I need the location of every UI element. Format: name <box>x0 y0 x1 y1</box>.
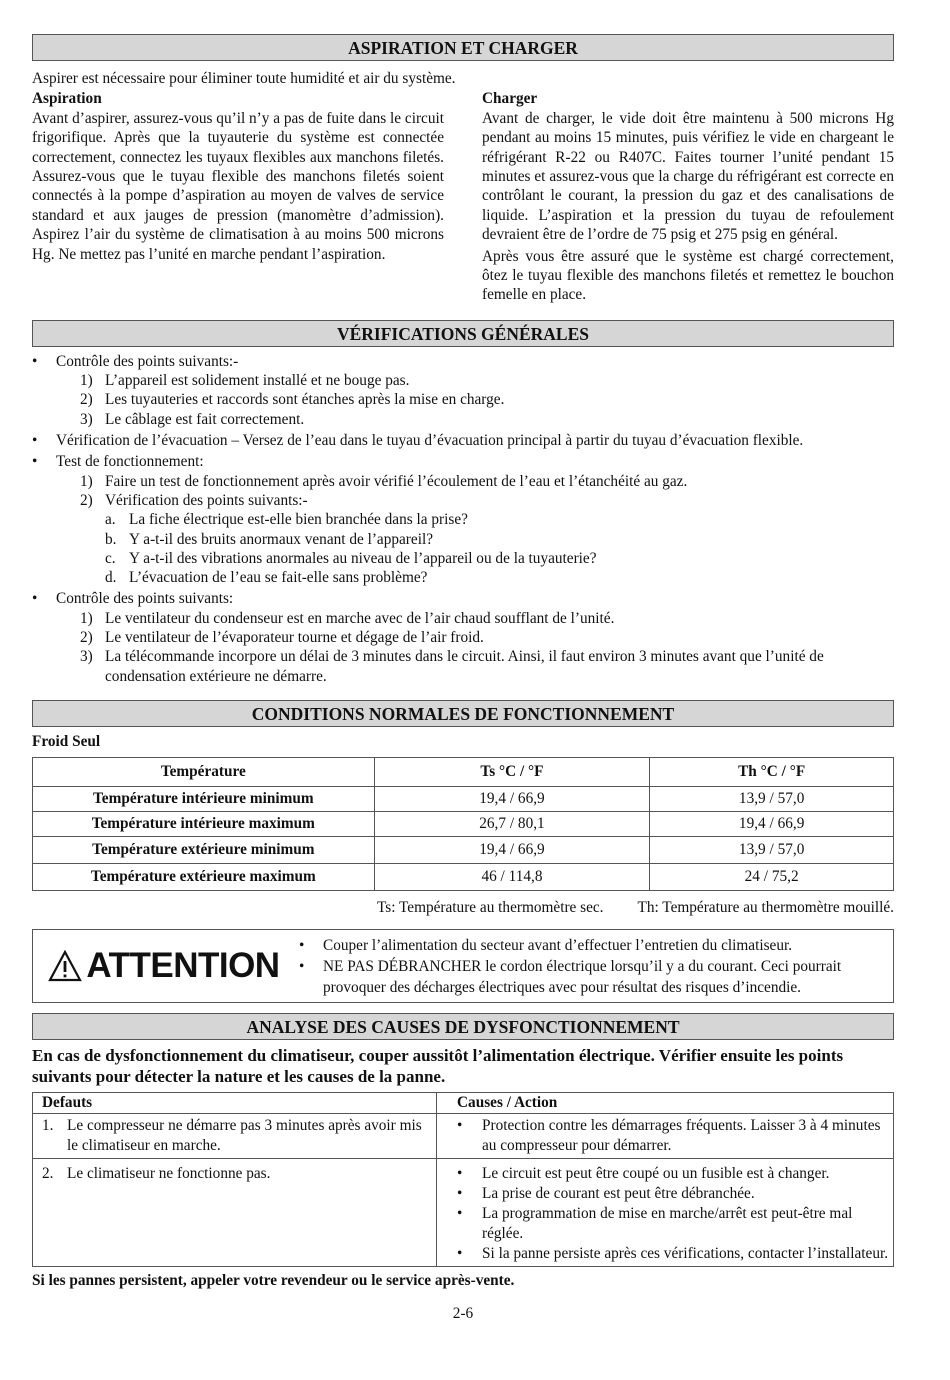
table-cell: 13,9 / 57,0 <box>650 837 894 864</box>
subitem-text: Y a-t-il des bruits anormaux venant de l’appareil? <box>129 530 433 548</box>
item-text: Vérification des points suivants:- <box>105 491 308 509</box>
table-row <box>33 812 894 837</box>
table-cell: 19,4 / 66,9 <box>650 812 894 837</box>
item-number: 2) <box>80 629 93 647</box>
table-header: Température <box>33 758 375 787</box>
check-item <box>56 472 894 491</box>
conditions-table <box>32 757 894 891</box>
check-item <box>56 491 894 510</box>
table-header: Ts °C / °F <box>374 758 650 787</box>
table-header: Th °C / °F <box>650 758 894 787</box>
aspiration-intro: Aspirer est nécessaire pour éliminer toute humidité et air du système. <box>32 70 456 87</box>
fault-item <box>33 1159 436 1184</box>
section-title-troubleshooting: ANALYSE DES CAUSES DE DYSFONCTIONNEMENT <box>32 1013 894 1040</box>
check-bullet <box>32 589 894 685</box>
item-text: Le ventilateur du condenseur est en marche avec de l’air chaud soufflant de l’unité. <box>105 609 615 627</box>
cause-cell <box>437 1114 894 1159</box>
attention-list <box>295 935 885 998</box>
item-number: 2) <box>80 491 93 509</box>
attention-item: • NE PAS DÉBRANCHER le cordon électrique lorsqu’il y a du courant. Ceci pourrait provoquer des décharges électriques avec pour résultat des risques d’incendie. <box>295 956 885 998</box>
aspiration-columns <box>32 89 894 304</box>
temperature-legend <box>32 899 894 917</box>
cause-cell <box>437 1159 894 1267</box>
check-item <box>56 647 894 686</box>
attention-box <box>32 929 894 1003</box>
warning-triangle-icon <box>48 950 82 982</box>
aspiration-text: Avant d’aspirer, assurez-vous qu’il n’y a pas de fuite dans le circuit frigorifique. Après que la tuyauterie du système est connectée correctement, connectez les tuyaux flexibles aux manchons filetés. Assurez-vous que le tuyau flexible des manchons filetés soient connectés à la pompe d’aspiration au moyen de valves de service standard et aux jauges de pression (manomètre d’admission). Aspirez l’air du système de climatisation à au moins 500 microns Hg. Ne mettez pas l’unité en marche pendant l’aspiration. <box>32 109 444 263</box>
charger-text-2: Après vous être assuré que le système est chargé correctement, ôtez le tuyau flexible des manchons filetés et remettez le bouchon femelle en place. <box>482 247 894 304</box>
table-cell: 46 / 114,8 <box>374 864 650 891</box>
subitem-letter: b. <box>105 530 117 548</box>
check-bullet <box>32 452 894 587</box>
table-cell: Température extérieure minimum <box>33 837 375 864</box>
faults-table <box>32 1092 894 1267</box>
check-bullet-text: Contrôle des points suivants: <box>56 590 234 608</box>
fault-number: 2. <box>42 1165 54 1183</box>
item-number: 1) <box>80 372 93 390</box>
section-title-conditions: CONDITIONS NORMALES DE FONCTIONNEMENT <box>32 700 894 727</box>
item-number: 1) <box>80 472 93 490</box>
table-cell: Température intérieure minimum <box>33 787 375 812</box>
table-cell: Température intérieure maximum <box>33 812 375 837</box>
item-text: Les tuyauteries et raccords sont étanches après la mise en charge. <box>105 391 505 409</box>
table-cell: 19,4 / 66,9 <box>374 787 650 812</box>
fault-text: Le compresseur ne démarre pas 3 minutes après avoir mis le climatiseur en marche. <box>67 1117 422 1155</box>
attention-word: ATTENTION <box>86 946 280 986</box>
fault-text: Le climatiseur ne fonctionne pas. <box>67 1165 271 1183</box>
check-item <box>56 609 894 628</box>
check-subitem <box>56 549 894 568</box>
table-row <box>33 787 894 812</box>
check-bullet-text: Test de fonctionnement: <box>56 453 204 471</box>
aspiration-heading: Aspiration <box>32 90 102 108</box>
fault-item <box>33 1114 436 1156</box>
check-subitem <box>56 568 894 587</box>
item-text: La télécommande incorpore un délai de 3 minutes dans le circuit. Ainsi, il faut environ 3 minutes avant que l’unité de condensation extérieure ne démarre. <box>105 648 824 685</box>
check-subitem <box>56 510 894 529</box>
section-title-checks: VÉRIFICATIONS GÉNÉRALES <box>32 320 894 347</box>
item-number: 1) <box>80 609 93 627</box>
item-text: Le câblage est fait correctement. <box>105 410 305 428</box>
table-header: Defauts <box>33 1093 437 1114</box>
cause-item: • La programmation de mise en marche/arrêt est peut-être mal réglée. <box>437 1204 893 1244</box>
checks-list <box>32 352 894 686</box>
troubleshooting-intro: En cas de dysfonctionnement du climatiseur, couper aussitôt l’alimentation électrique. Vérifier ensuite les points suivants pour détecter la nature et les causes de la panne. <box>32 1046 844 1086</box>
subitem-letter: c. <box>105 549 116 567</box>
check-bullet-text: Vérification de l’évacuation – Versez de l’eau dans le tuyau d’évacuation principal à partir du tuyau d’évacuation flexible. <box>56 432 804 450</box>
charger-heading: Charger <box>482 90 538 108</box>
fault-cell <box>33 1159 437 1267</box>
cause-item: • Si la panne persiste après ces vérifications, contacter l’installateur. <box>437 1244 893 1264</box>
table-row <box>33 1159 894 1267</box>
table-cell: 26,7 / 80,1 <box>374 812 650 837</box>
table-row <box>33 837 894 864</box>
legend-ts: Ts: Température au thermomètre sec. <box>377 899 604 917</box>
subitem-text: La fiche électrique est-elle bien branchée dans la prise? <box>129 511 468 529</box>
check-item <box>56 371 894 390</box>
charger-text: Avant de charger, le vide doit être maintenu à 500 microns Hg pendant au moins 15 minutes, puis vérifiez le vide en chargeant le réfrigérant R-22 ou R407C. Faites tourner l’unité pendant 15 minutes et assurez-vous que la charge du réfrigérant est correcte en contrôlant le courant, la pression du gaz et des canalisations de liquide. L’aspiration et la pression du tuyau de refoulement devraient être de l’ordre de 75 psig et 275 psig en général. <box>482 109 894 244</box>
item-text: Faire un test de fonctionnement après avoir vérifié l’écoulement de l’eau et l’étanchéité au gaz. <box>105 472 688 490</box>
table-row <box>33 1114 894 1159</box>
check-item <box>56 628 894 647</box>
item-number: 3) <box>80 648 93 666</box>
attention-label <box>33 946 295 986</box>
item-number: 3) <box>80 410 93 428</box>
item-number: 2) <box>80 391 93 409</box>
cause-item: • La prise de courant est peut être débranchée. <box>437 1184 893 1204</box>
item-text: Le ventilateur de l’évaporateur tourne et dégage de l’air froid. <box>105 629 484 647</box>
table-cell: Température extérieure maximum <box>33 864 375 891</box>
check-bullet <box>32 352 894 429</box>
page-number: 2-6 <box>452 1305 474 1323</box>
table-row <box>33 864 894 891</box>
subitem-text: L’évacuation de l’eau se fait-elle sans problème? <box>129 569 428 587</box>
attention-item: • Couper l’alimentation du secteur avant d’effectuer l’entretien du climatiseur. <box>295 935 885 956</box>
charger-column <box>482 89 894 304</box>
table-cell: 24 / 75,2 <box>650 864 894 891</box>
table-header-row <box>33 1093 894 1114</box>
check-bullet-text: Contrôle des points suivants:- <box>56 352 239 370</box>
item-text: L’appareil est solidement installé et ne bouge pas. <box>105 372 410 390</box>
fault-number: 1. <box>42 1117 54 1135</box>
legend-th: Th: Température au thermomètre mouillé. <box>637 899 894 917</box>
table-header-row <box>33 758 894 787</box>
check-bullet <box>32 431 894 450</box>
cause-list <box>437 1114 893 1158</box>
subitem-letter: d. <box>105 569 117 587</box>
cause-item: • Protection contre les démarrages fréquents. Laisser 3 à 4 minutes au compresseur pour démarrer. <box>437 1116 893 1156</box>
table-header: Causes / Action <box>437 1093 894 1114</box>
check-subitem <box>56 530 894 549</box>
subitem-letter: a. <box>105 511 116 529</box>
table-cell: 19,4 / 66,9 <box>374 837 650 864</box>
troubleshooting-footer: Si les pannes persistent, appeler votre revendeur ou le service après-vente. <box>32 1272 515 1290</box>
check-item <box>56 390 894 409</box>
section-title-aspiration: ASPIRATION ET CHARGER <box>32 34 894 61</box>
aspiration-column <box>32 89 444 304</box>
manual-page <box>32 34 894 1323</box>
cause-item: • Le circuit est peut être coupé ou un fusible est à changer. <box>437 1164 893 1184</box>
fault-cell <box>33 1114 437 1159</box>
table-cell: 13,9 / 57,0 <box>650 787 894 812</box>
subitem-text: Y a-t-il des vibrations anormales au niveau de l’appareil ou de la tuyauterie? <box>129 549 597 567</box>
cause-list <box>437 1159 893 1266</box>
check-item <box>56 410 894 429</box>
conditions-subtitle: Froid Seul <box>32 732 101 750</box>
